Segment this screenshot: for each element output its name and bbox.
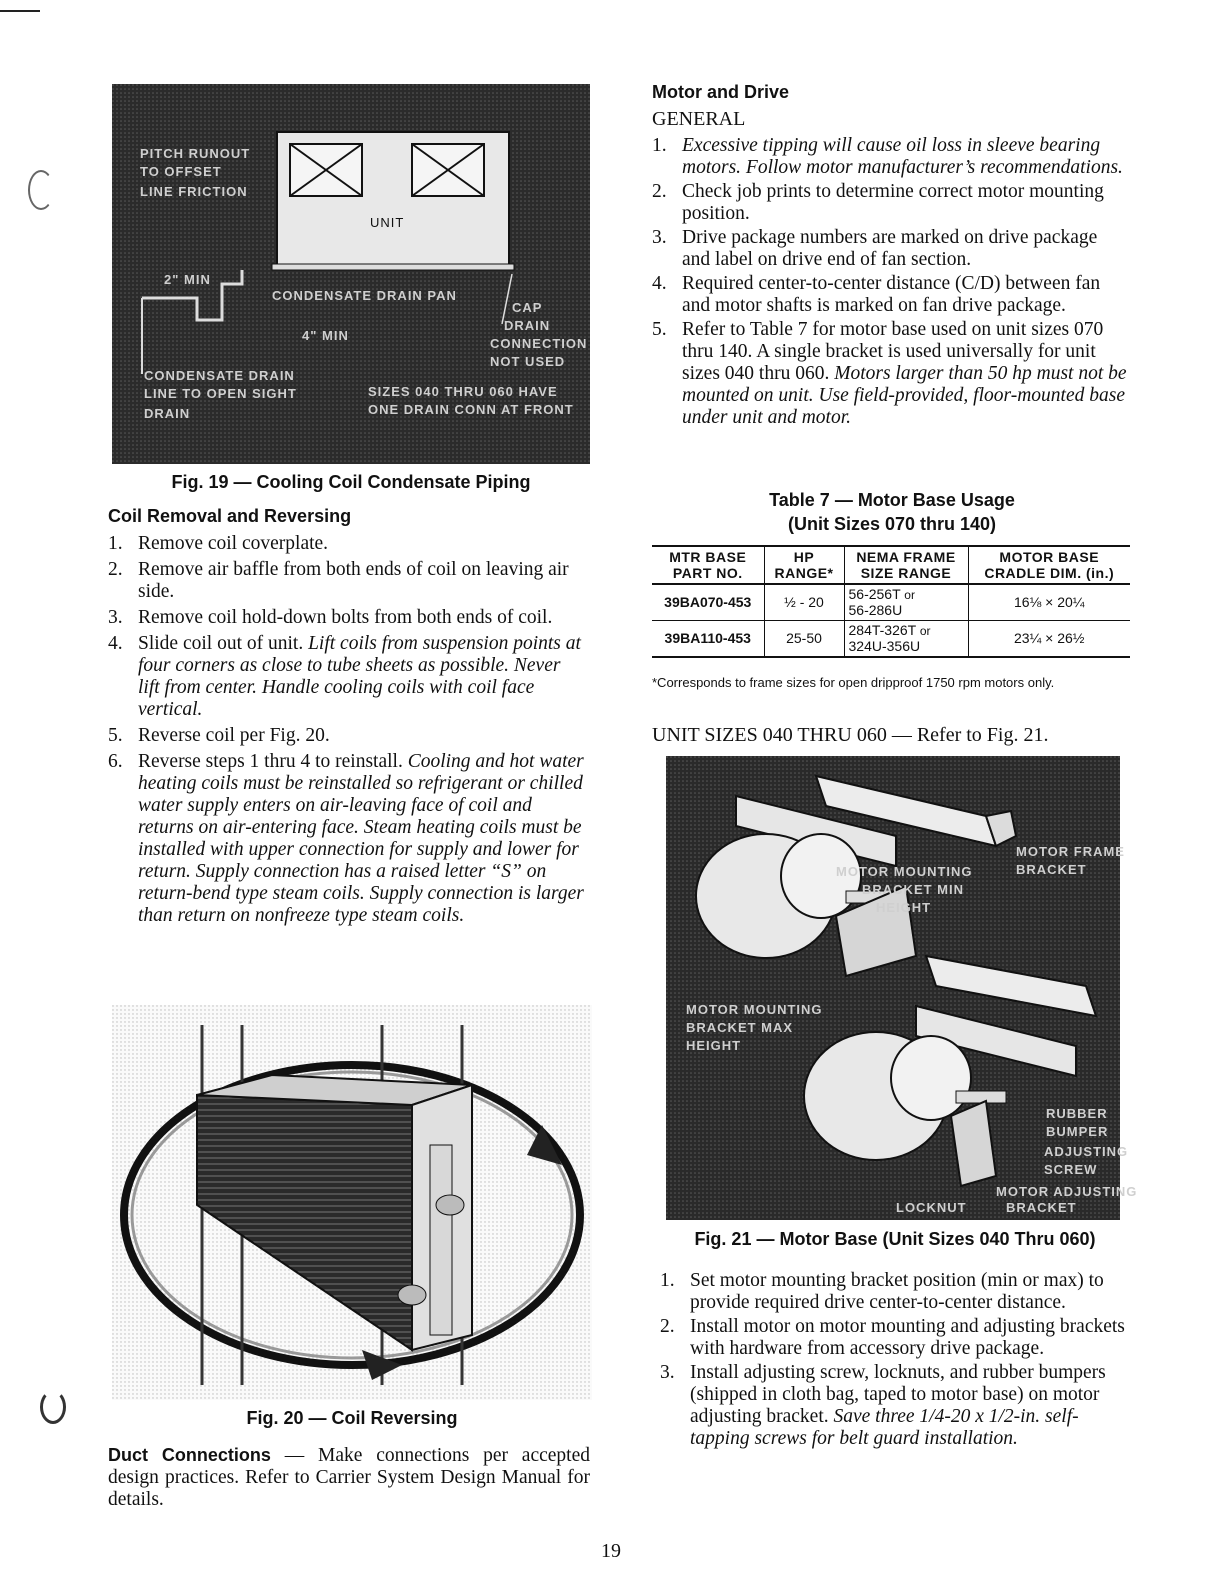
svg-text:BRACKET: BRACKET: [1006, 1200, 1077, 1215]
binder-hole-top: [28, 170, 54, 210]
table7-title: [652, 488, 1132, 536]
duct-text: Make connections per accepted design practices. Refer to Carrier System Design Manual for details.: [108, 1445, 591, 1510]
svg-text:HEIGHT: HEIGHT: [876, 900, 932, 915]
svg-text:LINE FRICTION: LINE FRICTION: [140, 184, 248, 199]
list-item: 1. Excessive tipping will cause oil loss in sleeve bearing motors. Follow motor manufacturer’s recommendations.: [652, 135, 1123, 178]
svg-text:ADJUSTING: ADJUSTING: [1044, 1144, 1129, 1159]
coil-removal-heading: Coil Removal and Reversing: [108, 506, 352, 526]
table-row: 39BA070-453 ½ - 20 56-256T or 56-286U 16⅛ × 20¼: [652, 584, 1130, 621]
top-rule: [0, 10, 40, 12]
binder-hole-bottom: [40, 1390, 66, 1424]
svg-text:4" MIN: 4" MIN: [302, 328, 349, 343]
list-item: 1. Remove coil coverplate.: [108, 533, 329, 554]
fig21-caption: Fig. 21 — Motor Base (Unit Sizes 040 Thru 060): [694, 1229, 1096, 1249]
list-item: 5. Refer to Table 7 for motor base used on unit sizes 070 thru 140. A single bracket is used universally for unit sizes 040 thru 060. Motors larger than 50 hp must not be mounted on unit. Use field-provided, floor-mounted base under unit and motor.: [652, 319, 1127, 428]
general-subheading: GENERAL: [652, 108, 746, 130]
svg-text:MOTOR ADJUSTING: MOTOR ADJUSTING: [996, 1184, 1138, 1199]
svg-text:ONE DRAIN CONN AT FRONT: ONE DRAIN CONN AT FRONT: [368, 402, 574, 417]
fig19-image: [112, 84, 590, 464]
svg-text:CONDENSATE DRAIN PAN: CONDENSATE DRAIN PAN: [272, 288, 457, 303]
svg-text:CAP: CAP: [512, 300, 543, 315]
svg-text:CONNECTION: CONNECTION: [490, 336, 588, 351]
list-item: 3. Install adjusting screw, locknuts, and rubber bumpers (shipped in cloth bag, taped to motor base) on motor adjusting bracket. Save three 1/4-20 x 1/2-in. self-tapping screws for belt guard installation.: [660, 1362, 1106, 1449]
svg-text:DRAIN: DRAIN: [144, 406, 191, 421]
fig19-caption: Fig. 19 — Cooling Coil Condensate Piping: [171, 472, 531, 492]
list-item: 4. Required center-to-center distance (C/D) between fan and motor shafts is marked on fan drive package.: [652, 273, 1101, 316]
svg-text:BRACKET MIN: BRACKET MIN: [862, 882, 964, 897]
svg-text:MOTOR MOUNTING: MOTOR MOUNTING: [836, 864, 973, 879]
table7-title-line2: (Unit Sizes 070 thru 140): [787, 514, 997, 534]
svg-text:CONDENSATE DRAIN: CONDENSATE DRAIN: [144, 368, 295, 383]
svg-text:NOT USED: NOT USED: [490, 354, 566, 369]
fig20-caption: Fig. 20 — Coil Reversing: [246, 1408, 458, 1428]
svg-text:UNIT: UNIT: [370, 215, 405, 230]
table-header: HP RANGE*: [764, 546, 844, 584]
table-header: NEMA FRAME SIZE RANGE: [844, 546, 968, 584]
table7-footnote: *Corresponds to frame sizes for open dripproof 1750 rpm motors only.: [652, 675, 1055, 690]
fig21-image: [666, 756, 1138, 1220]
table-header: MOTOR BASE CRADLE DIM. (in.): [968, 546, 1130, 584]
fig20-image: [112, 1005, 592, 1400]
svg-text:SIZES 040 THRU 060 HAVE: SIZES 040 THRU 060 HAVE: [368, 384, 558, 399]
svg-text:LOCKNUT: LOCKNUT: [896, 1200, 967, 1215]
fig20-drawing: [112, 1005, 592, 1400]
svg-text:MOTOR MOUNTING: MOTOR MOUNTING: [686, 1002, 823, 1017]
svg-text:DRAIN: DRAIN: [504, 318, 551, 333]
list-item: 3. Remove coil hold-down bolts from both ends of coil.: [108, 607, 553, 628]
duct-heading: Duct Connections: [108, 1445, 271, 1465]
svg-text:BRACKET MAX: BRACKET MAX: [686, 1020, 794, 1035]
list-item: 2. Remove air baffle from both ends of coil on leaving air side.: [108, 559, 569, 602]
list-item: 5. Reverse coil per Fig. 20.: [108, 725, 330, 746]
svg-text:RUBBER: RUBBER: [1046, 1106, 1108, 1121]
svg-text:MOTOR FRAME: MOTOR FRAME: [1016, 844, 1125, 859]
motor-drive-steps: [652, 135, 1130, 431]
table7-title-line1: Table 7 — Motor Base Usage: [769, 490, 1015, 510]
fig21-drawing: [666, 756, 1138, 1220]
list-item: 2. Check job prints to determine correct motor mounting position.: [652, 181, 1104, 224]
svg-text:BUMPER: BUMPER: [1046, 1124, 1109, 1139]
list-item: 2. Install motor on motor mounting and adjusting brackets with hardware from accessory drive package.: [660, 1316, 1125, 1359]
svg-text:SCREW: SCREW: [1044, 1162, 1098, 1177]
list-item: 6. Reverse steps 1 thru 4 to reinstall. Cooling and hot water heating coils must be reinstalled so refrigerant or chilled water supply enters on air-leaving face of coil and returns on air-entering face. Steam heating coils must be installed with upper connection for supply and lower for return. Supply connection has a raised letter “S” on return-bend type steam coils. Supply connection is larger than return on nonfreeze type steam coils.: [108, 751, 584, 926]
list-item: 3. Drive package numbers are marked on drive package and label on drive end of fan section.: [652, 227, 1098, 270]
svg-text:PITCH RUNOUT: PITCH RUNOUT: [140, 146, 251, 161]
duct-connections-paragraph: [108, 1444, 590, 1511]
motor-base-steps: [660, 1270, 1132, 1452]
page-number: 19: [601, 1540, 621, 1562]
unit-sizes-line: UNIT SIZES 040 THRU 060 — Refer to Fig. 21.: [652, 724, 1049, 746]
svg-text:BRACKET: BRACKET: [1016, 862, 1087, 877]
duct-dash: —: [284, 1445, 305, 1466]
list-item: 4. Slide coil out of unit. Lift coils from suspension points at four corners as close to tube sheets as possible. Never lift from center. Handle cooling coils with coil face vertical.: [108, 633, 581, 720]
svg-text:LINE TO OPEN SIGHT: LINE TO OPEN SIGHT: [144, 386, 297, 401]
fig19-drawing: [112, 84, 590, 464]
coil-removal-steps: [108, 533, 586, 931]
svg-text:TO OFFSET: TO OFFSET: [140, 164, 222, 179]
list-item: 1. Set motor mounting bracket position (min or max) to provide required drive center-to-center distance.: [660, 1270, 1104, 1313]
svg-text:HEIGHT: HEIGHT: [686, 1038, 742, 1053]
motor-drive-heading: Motor and Drive: [652, 82, 790, 102]
table7: [652, 545, 1130, 658]
table-header: MTR BASE PART NO.: [652, 546, 764, 584]
svg-text:2" MIN: 2" MIN: [164, 272, 211, 287]
table-row: 39BA110-453 25-50 284T-326T or 324U-356U 23¼ × 26½: [652, 621, 1130, 658]
